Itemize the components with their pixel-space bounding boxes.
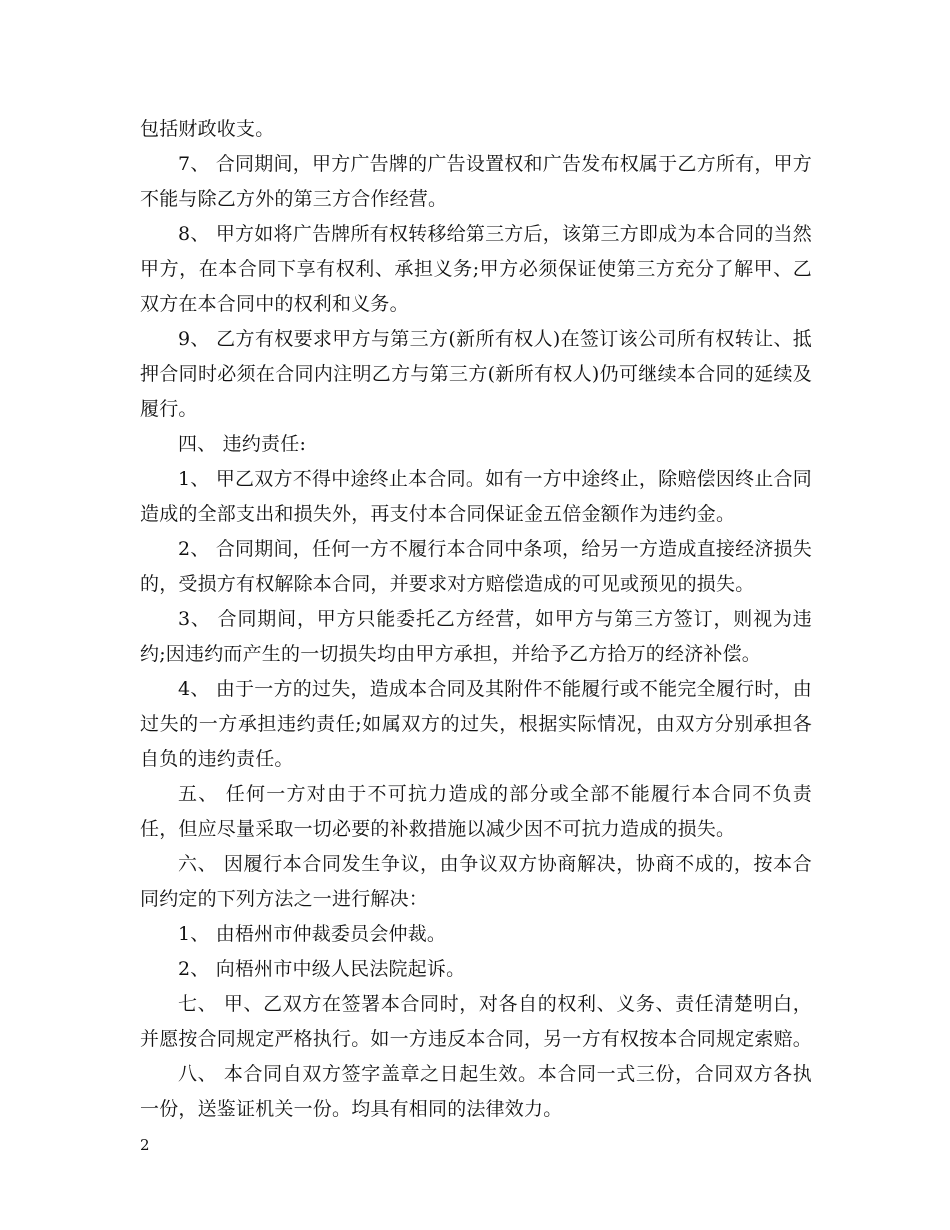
section-five-force-majeure: 五、 任何一方对由于不可抗力造成的部分或全部不能履行本合同不负责任，但应尽量采取一切必要的补救措施以减少因不可抗力造成的损失。 <box>140 783 812 840</box>
breach-clause-4: 4、 由于一方的过失，造成本合同及其附件不能履行或不能完全履行时，由过失的一方承担违约责任;如属双方的过失，根据实际情况，由双方分别承担各自负的违约责任。 <box>140 678 812 770</box>
dispute-option-1: 1、 由梧州市仲裁委员会仲裁。 <box>178 923 447 945</box>
section-heading-breach-liability: 四、 违约责任: <box>178 433 307 455</box>
page-number: 2 <box>140 1136 150 1154</box>
clause-7: 7、 合同期间，甲方广告牌的广告设置权和广告发布权属于乙方所有，甲方不能与除乙方外的第三方合作经营。 <box>140 153 812 210</box>
section-seven-compliance: 七、 甲、乙双方在签署本合同时，对各自的权利、义务、责任清楚明白，并愿按合同规定严格执行。如一方违反本合同，另一方有权按本合同规定索赔。 <box>140 993 813 1050</box>
document-body <box>140 112 812 1127</box>
section-eight-effectiveness: 八、 本合同自双方签字盖章之日起生效。本合同一式三份，合同双方各执一份，送鉴证机关一份。均具有相同的法律效力。 <box>140 1063 812 1120</box>
clause-9: 9、 乙方有权要求甲方与第三方(新所有权人)在签订该公司所有权转让、抵押合同时必须在合同内注明乙方与第三方(新所有权人)仍可继续本合同的延续及履行。 <box>140 328 812 420</box>
breach-clause-1: 1、 甲乙双方不得中途终止本合同。如有一方中途终止，除赔偿因终止合同造成的全部支出和损失外，再支付本合同保证金五倍金额作为违约金。 <box>140 468 812 525</box>
breach-clause-2: 2、 合同期间，任何一方不履行本合同中条项，给另一方造成直接经济损失的，受损方有权解除本合同，并要求对方赔偿造成的可见或预见的损失。 <box>140 538 812 595</box>
section-six-dispute-resolution: 六、 因履行本合同发生争议，由争议双方协商解决，协商不成的，按本合同约定的下列方法之一进行解决： <box>140 853 812 910</box>
dispute-option-2: 2、 向梧州市中级人民法院起诉。 <box>178 958 466 980</box>
breach-clause-3: 3、 合同期间，甲方只能委托乙方经营，如甲方与第三方签订，则视为违约;因违约而产生的一切损失均由甲方承担，并给予乙方拾万的经济补偿。 <box>140 608 812 665</box>
clause-8: 8、 甲方如将广告牌所有权转移给第三方后，该第三方即成为本合同的当然甲方，在本合同下享有权利、承担义务;甲方必须保证使第三方充分了解甲、乙双方在本合同中的权利和义务。 <box>140 223 812 315</box>
paragraph-continuation: 包括财政收支。 <box>140 118 275 140</box>
